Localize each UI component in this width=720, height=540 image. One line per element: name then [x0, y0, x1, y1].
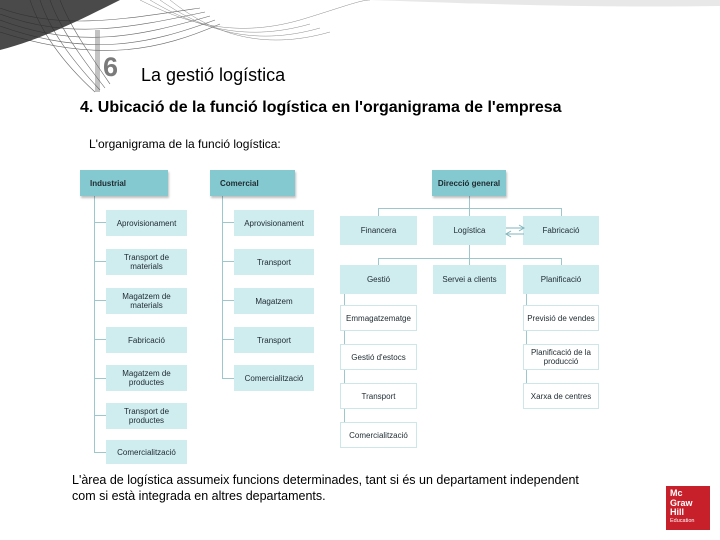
org-box: Gestió d'estocs [340, 344, 417, 370]
connector [469, 258, 470, 265]
connector [561, 208, 562, 216]
org-box: Comercialització [234, 365, 314, 391]
connector [222, 339, 234, 340]
org-box-servei-clients: Servei a clients [433, 265, 506, 294]
section-title: 4. Ubicació de la funció logística en l'organigrama de l'empresa [80, 99, 562, 116]
org-box: Transport [340, 383, 417, 409]
logo-line: Graw [670, 497, 693, 508]
org-head-industrial: Industrial [80, 170, 168, 196]
org-box: Transport [234, 249, 314, 275]
connector [94, 339, 106, 340]
connector [94, 378, 106, 379]
connector [94, 222, 106, 223]
connector [378, 258, 379, 265]
connector [94, 261, 106, 262]
org-box: Fabricació [106, 327, 187, 353]
connector [94, 415, 106, 416]
org-box-logistica: Logística [433, 216, 506, 245]
chapter-title: La gestió logística [141, 65, 286, 85]
org-box-financera: Financera [340, 216, 417, 245]
org-box-planificacio: Planificació [523, 265, 599, 294]
org-box: Transport de productes [106, 403, 187, 429]
connector [222, 378, 234, 379]
connector [94, 300, 106, 301]
connector [222, 261, 234, 262]
connector [222, 300, 234, 301]
footer-text: L'àrea de logística assumeix funcions determinades, tant si és un departament independent com si està integrada en altres departaments. [72, 473, 579, 503]
connector [469, 245, 470, 258]
connector [222, 222, 234, 223]
connector [94, 452, 106, 453]
org-box: Magatzem [234, 288, 314, 314]
connector [378, 208, 561, 209]
connector [469, 196, 470, 216]
org-box: Comercialització [340, 422, 417, 448]
logo-line: Hill [670, 507, 685, 517]
comercial-connector [222, 196, 223, 378]
org-box: Magatzem de materials [106, 288, 187, 314]
connector [561, 258, 562, 265]
org-head-comercial: Comercial [210, 170, 295, 196]
org-box: Aprovisionament [106, 210, 187, 236]
org-box-fabricacio: Fabricació [523, 216, 599, 245]
org-box: Planificació de la producció [523, 344, 599, 370]
logo-line: Education [670, 517, 695, 524]
org-box: Transport de materials [106, 249, 187, 275]
org-box: Transport [234, 327, 314, 353]
logo-line: Mc [670, 488, 683, 498]
org-box: Aprovisionament [234, 210, 314, 236]
org-head-direccio: Direcció general [432, 170, 506, 196]
publisher-logo [666, 486, 710, 530]
header-decoration [0, 0, 720, 100]
org-box: Xarxa de centres [523, 383, 599, 409]
org-box-gestio: Gestió [340, 265, 417, 294]
org-box: Comercialització [106, 440, 187, 464]
industrial-connector [94, 196, 95, 452]
intro-text: L'organigrama de la funció logística: [89, 137, 281, 151]
org-box: Emmagatzematge [340, 305, 417, 331]
chapter-number: 6 [103, 52, 119, 82]
bidirectional-arrow-icon [504, 223, 526, 239]
org-box: Previsió de vendes [523, 305, 599, 331]
connector [378, 208, 379, 216]
org-box: Magatzem de productes [106, 365, 187, 391]
